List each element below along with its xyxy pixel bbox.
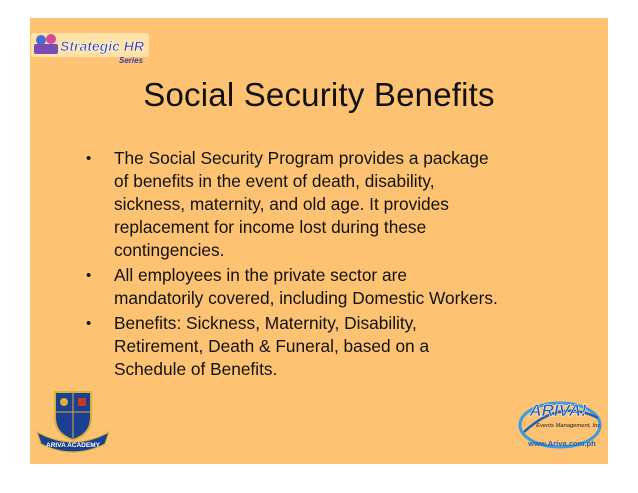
- bullet-item: [86, 147, 556, 262]
- bullet-line: of benefits in the event of death, disability,: [114, 171, 435, 191]
- bullet-item: [86, 312, 556, 381]
- ariva-academy-crest-logo: [33, 388, 113, 458]
- bullet-icon: •: [86, 267, 92, 284]
- bullet-line: Retirement, Death & Funeral, based on a: [114, 336, 430, 356]
- ariva-events-logo: [512, 392, 606, 456]
- bullet-line: Benefits: Sickness, Maternity, Disability,: [114, 313, 417, 333]
- bullet-line: All employees in the private sector are: [114, 265, 407, 285]
- logo-word-strategic: Strategic HR: [60, 38, 145, 54]
- bullet-line: replacement for income lost during these: [114, 217, 427, 237]
- bullet-item: [86, 264, 556, 310]
- bullet-icon: •: [86, 150, 92, 167]
- bullet-list: [86, 147, 556, 383]
- logo-word-series: Series: [119, 56, 144, 65]
- bullet-line: The Social Security Program provides a package: [114, 148, 489, 168]
- bullet-line: mandatorily covered, including Domestic Workers.: [114, 288, 498, 308]
- bullet-line: sickness, maternity, and old age. It provides: [114, 194, 449, 214]
- ariva-tagline-text: Events Management, Inc.: [536, 423, 602, 429]
- bullet-line: contingencies.: [114, 240, 225, 260]
- bullet-icon: •: [86, 315, 92, 332]
- crest-text: ARIVA ACADEMY: [46, 442, 100, 449]
- slide-title: Social Security Benefits: [143, 76, 495, 113]
- strategic-hr-logo: [31, 27, 149, 69]
- bullet-line: Schedule of Benefits.: [114, 359, 278, 379]
- ariva-brand-text: ARIVA!: [529, 401, 587, 420]
- ariva-url-text: www.Ariva.com.ph: [528, 439, 596, 448]
